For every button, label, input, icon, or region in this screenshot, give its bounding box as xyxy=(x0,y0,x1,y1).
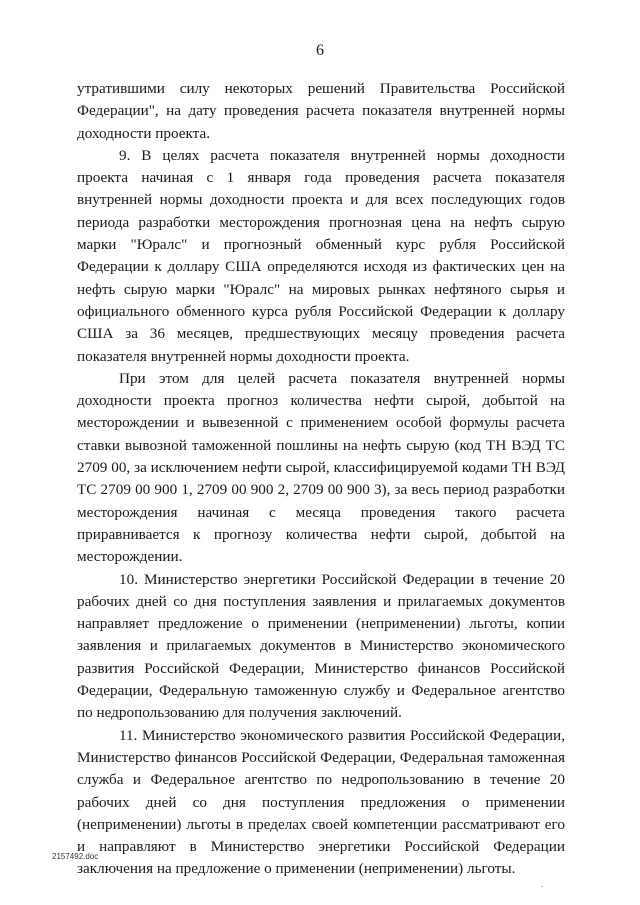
paragraph-9-addendum: При этом для целей расчета показателя внутренней нормы доходности проекта прогноз количества нефти сырой, добытой на месторождении и вывезенной с применением особой формулы расчета ставки вывозной таможенной пошлины на нефть сырую (код ТН ВЭД ТС 2709 00, за исключением нефти сырой, классифицируемой кодами ТН ВЭД ТС 2709 00 900 1, 2709 00 900 2, 2709 00 900 3), за весь период разработки месторождения начиная с месяца проведения такого расчета приравнивается к прогнозу количества нефти сырой, добытой на месторождении. xyxy=(77,369,565,566)
paragraph-11: 11. Министерство экономического развития Российской Федерации, Министерство финансов Российской Федерации, Федеральная таможенная служба и Федеральное агентство по недропользованию в течение 20 рабочих дней со дня поступления предложения о применении (неприменении) льготы в пределах своей компетенции рассматривают его и направляют в Министерство энергетики Российской Федерации заключения на предложение о применении (неприменении) льготы. xyxy=(77,726,565,878)
page-number: 6 xyxy=(316,42,324,59)
corner-mark: . xyxy=(541,880,543,889)
paragraph-continuation: утратившими силу некоторых решений Правительства Российской Федерации", на дату проведения расчета показателя внутренней нормы доходности проекта. xyxy=(77,80,565,142)
document-file-code: 2157492.doc xyxy=(52,852,99,861)
paragraph-10: 10. Министерство энергетики Российской Федерации в течение 20 рабочих дней со дня поступления заявления и прилагаемых документов направляет предложение о применении (неприменении) льготы, копии заявления и прилагаемых документов в Министерство экономического развития Российской Федерации, Министерство финансов Российской Федерации, Федеральную таможенную службу и Федеральное агентство по недропользованию для получения заключений. xyxy=(77,570,565,722)
paragraph-9: 9. В целях расчета показателя внутренней нормы доходности проекта начиная с 1 января года проведения расчета показателя внутренней нормы доходности проекта и для всех последующих годов периода разработки месторождения прогнозная цена на нефть сырую марки "Юралс" и прогнозный обменный курс рубля Российской Федерации к доллару США определяются исходя из фактических цен на нефть сырую марки "Юралс" на мировых рынках нефтяного сырья и официального обменного курса рубля Российской Федерации к доллару США за 36 месяцев, предшествующих месяцу проведения расчета показателя внутренней нормы доходности проекта. xyxy=(77,146,565,365)
document-body xyxy=(77,78,565,881)
